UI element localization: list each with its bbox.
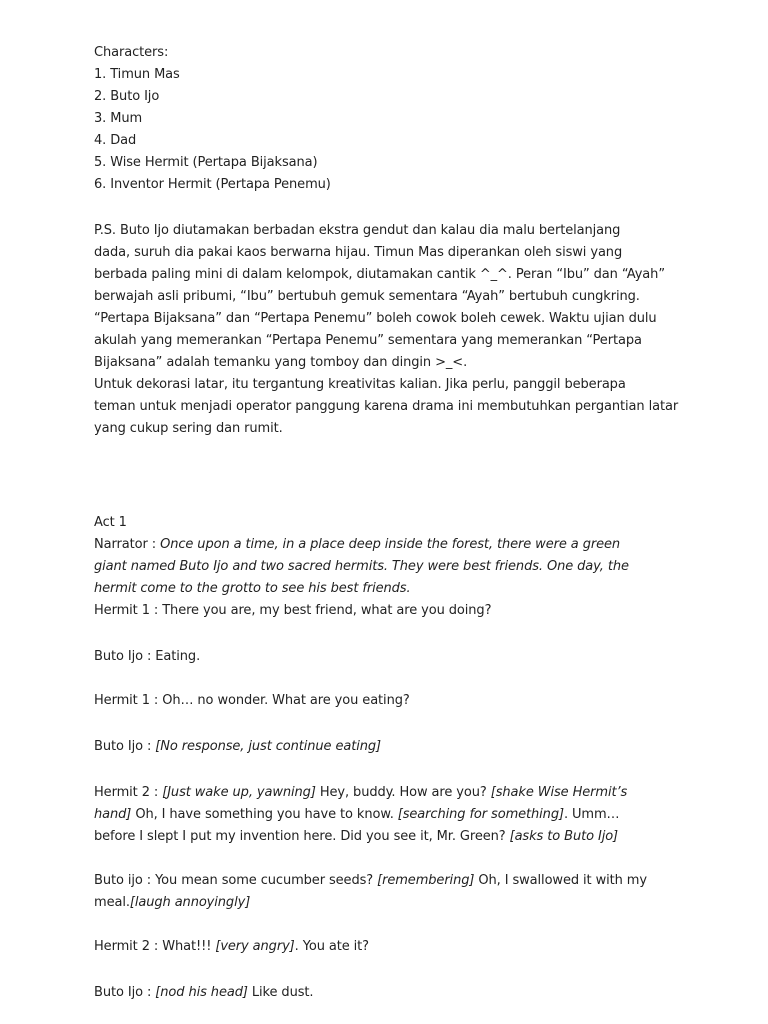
note-line: berbada paling mini di dalam kelompok, diutamakan cantik ^_^. Peran “Ibu” dan “Ayah” <box>94 267 665 282</box>
speaker-label: Buto Ijo : <box>94 985 156 1000</box>
stage-direction: [No response, just continue eating] <box>155 739 382 754</box>
stage-direction: [laugh annoyingly] <box>129 895 251 910</box>
note-line: teman untuk menjadi operator panggung karena drama ini membutuhkan pergantian latar <box>94 399 679 414</box>
dialogue-text: Oh, I swallowed it with my <box>474 873 647 888</box>
dialogue-line <box>94 784 627 802</box>
note-line: Bijaksana” adalah temanku yang tomboy dan dingin >_<. <box>94 355 468 370</box>
dialogue-line: Hermit 1 : There you are, my best friend, what are you doing? <box>94 603 492 618</box>
stage-direction: [remembering] <box>377 873 475 888</box>
character-item: 1. Timun Mas <box>94 67 180 82</box>
dialogue-line <box>94 738 381 756</box>
character-item: 5. Wise Hermit (Pertapa Bijaksana) <box>94 155 318 170</box>
narration-text: Once upon a time, in a place deep inside the forest, there were a green <box>160 537 621 552</box>
speaker-label: Narrator : <box>94 537 161 552</box>
dialogue-text: Hey, buddy. How are you? <box>315 785 491 800</box>
narrator-line <box>94 536 620 554</box>
speaker-label: Buto Ijo : <box>94 739 156 754</box>
stage-direction: [nod his head] <box>155 985 248 1000</box>
note-line: “Pertapa Bijaksana” dan “Pertapa Penemu” boleh cowok boleh cewek. Waktu ujian dulu <box>94 311 657 326</box>
speaker-label: Hermit 2 : <box>94 785 163 800</box>
character-item: 6. Inventor Hermit (Pertapa Penemu) <box>94 177 331 192</box>
note-line: berwajah asli pribumi, “Ibu” bertubuh gemuk sementara “Ayah” bertubuh cungkring. <box>94 289 640 304</box>
character-item: 3. Mum <box>94 111 143 126</box>
dialogue-line <box>94 984 313 1002</box>
stage-direction: [asks to Buto Ijo] <box>509 829 619 844</box>
dialogue-line <box>94 938 369 956</box>
dialogue-text: before I slept I put my invention here. Did you see it, Mr. Green? <box>94 829 510 844</box>
stage-direction: [very angry] <box>215 939 295 954</box>
stage-direction: [shake Wise Hermit’s <box>490 785 628 800</box>
dialogue-line: Buto Ijo : Eating. <box>94 649 201 664</box>
note-line: yang cukup sering dan rumit. <box>94 421 283 436</box>
narration-text: hermit come to the grotto to see his best friends. <box>94 581 411 596</box>
note-line: P.S. Buto Ijo diutamakan berbadan ekstra gendut dan kalau dia malu bertelanjang <box>94 223 621 238</box>
dialogue-text: . You ate it? <box>294 939 369 954</box>
dialogue-line <box>94 806 619 824</box>
character-item: 2. Buto Ijo <box>94 89 160 104</box>
stage-direction: hand] <box>94 807 132 822</box>
stage-direction: [searching for something] <box>397 807 564 822</box>
note-line: dada, suruh dia pakai kaos berwarna hijau. Timun Mas diperankan oleh siswi yang <box>94 245 623 260</box>
act-title: Act 1 <box>94 515 127 530</box>
dialogue-text: meal. <box>94 895 130 910</box>
dialogue-line: Hermit 1 : Oh… no wonder. What are you eating? <box>94 693 410 708</box>
note-line: akulah yang memerankan “Pertapa Penemu” sementara yang memerankan “Pertapa <box>94 333 642 348</box>
characters-heading: Characters: <box>94 45 169 60</box>
dialogue-text: Oh, I have something you have to know. <box>131 807 398 822</box>
dialogue-text: Hermit 2 : What!!! <box>94 939 216 954</box>
dialogue-line <box>94 894 250 912</box>
stage-direction: [Just wake up, yawning] <box>162 785 316 800</box>
character-item: 4. Dad <box>94 133 137 148</box>
dialogue-text: Like dust. <box>247 985 314 1000</box>
dialogue-line <box>94 828 618 846</box>
dialogue-line <box>94 872 647 890</box>
dialogue-text: . Umm… <box>563 807 620 822</box>
note-line: Untuk dekorasi latar, itu tergantung kreativitas kalian. Jika perlu, panggil beberapa <box>94 377 626 392</box>
dialogue-text: Buto ijo : You mean some cucumber seeds? <box>94 873 378 888</box>
narration-text: giant named Buto Ijo and two sacred hermits. They were best friends. One day, the <box>94 559 629 574</box>
